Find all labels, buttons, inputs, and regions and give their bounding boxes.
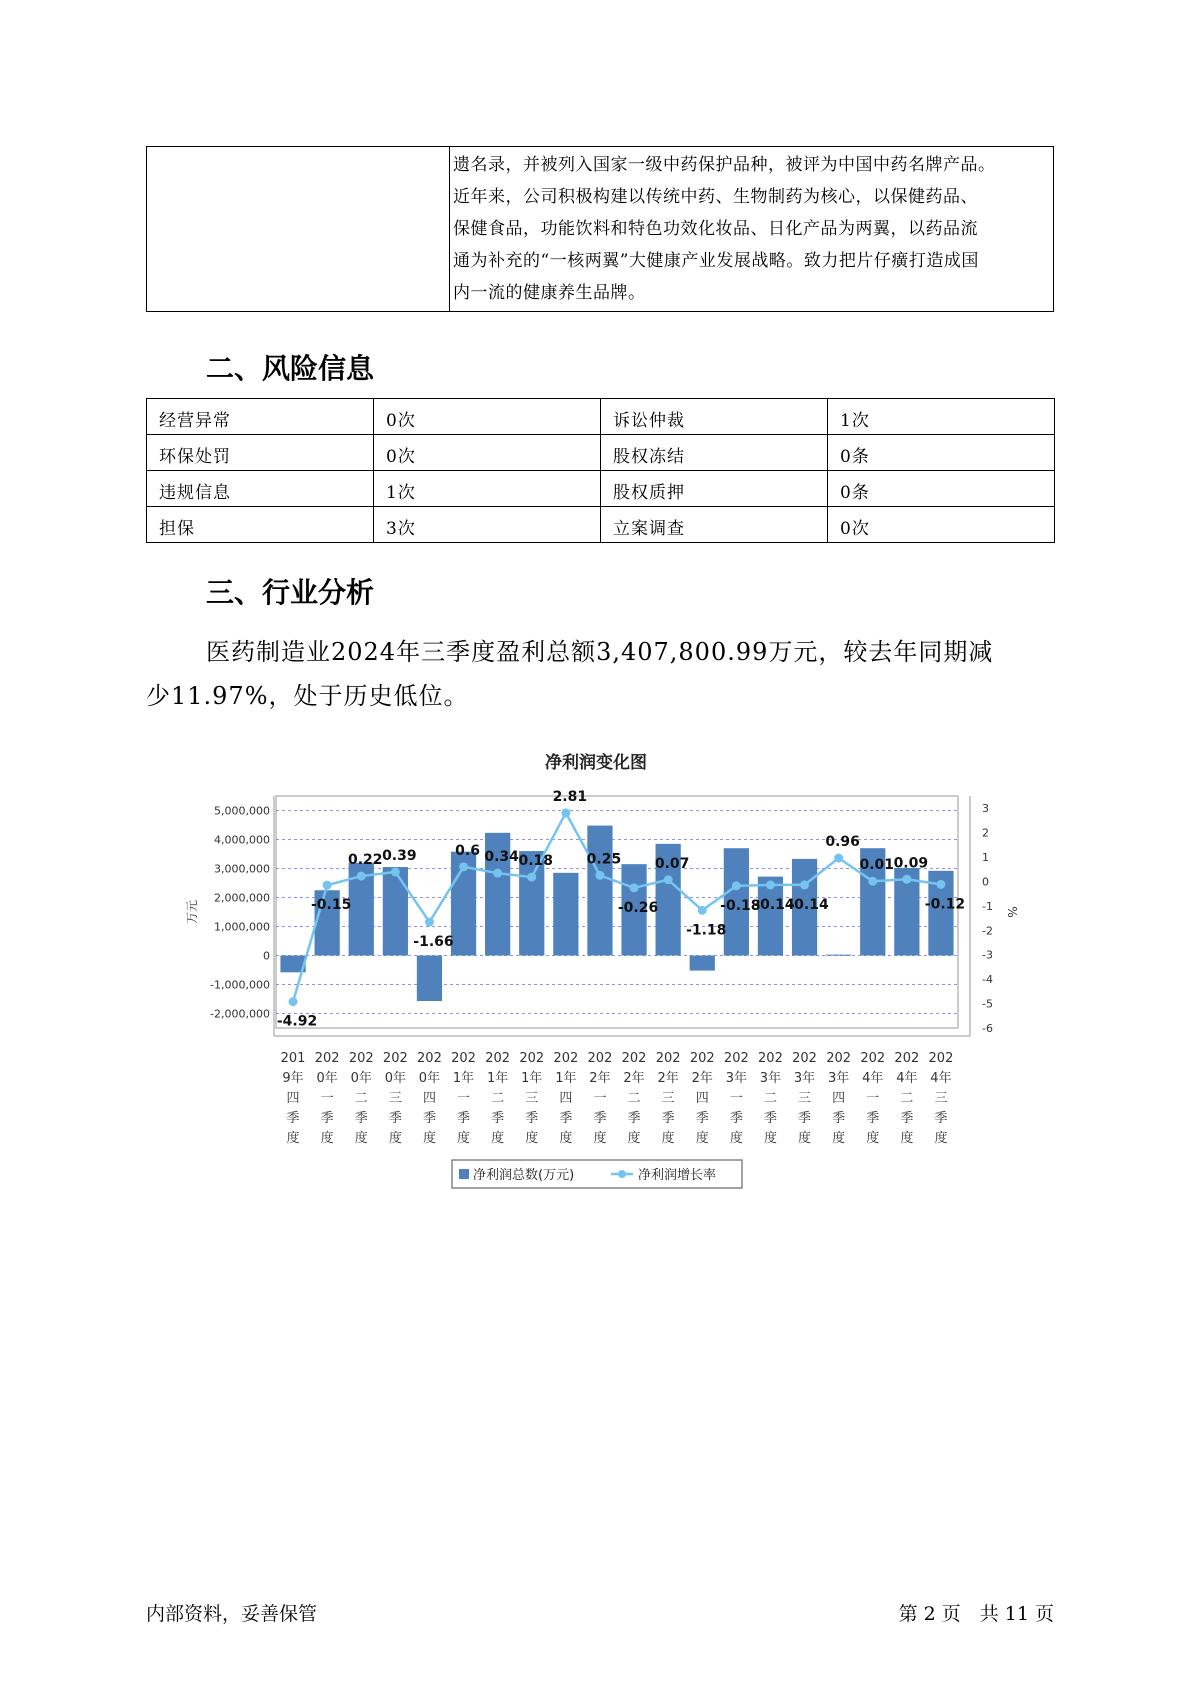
growth-rate-point: [425, 918, 434, 927]
x-tick-label: 季: [286, 1111, 300, 1126]
x-tick-label: 2年: [657, 1071, 679, 1086]
y2-tick-label: -4: [982, 973, 993, 987]
y-tick-label: 1,000,000: [214, 920, 270, 934]
x-tick-label: 202: [587, 1051, 613, 1066]
x-tick-label: 0年: [418, 1071, 441, 1086]
x-tick-label: 4年: [896, 1071, 918, 1086]
y2-tick-label: -1: [982, 899, 993, 913]
intro-blank-cell: [147, 147, 450, 312]
x-tick-label: 202: [723, 1051, 749, 1066]
x-tick-label: 度: [627, 1131, 641, 1146]
bar: [417, 956, 442, 1002]
risk-label: 担保: [147, 507, 374, 543]
x-tick-label: 季: [934, 1111, 948, 1126]
x-tick-label: 季: [525, 1111, 539, 1126]
x-tick-label: 202: [382, 1051, 408, 1066]
x-tick-label: 1年: [487, 1071, 509, 1086]
x-tick-label: 季: [798, 1111, 812, 1126]
data-label: 0.25: [586, 851, 622, 868]
table-row: [147, 471, 1055, 507]
growth-rate-point: [868, 877, 877, 886]
net-profit-chart: [176, 742, 1036, 1202]
growth-rate-point: [595, 871, 604, 880]
y2-tick-label: -5: [982, 997, 993, 1011]
risk-label: 股权质押: [601, 471, 828, 507]
x-tick-label: 度: [900, 1131, 914, 1146]
data-label: 0.22: [347, 852, 383, 869]
legend-bar-swatch: [459, 1169, 469, 1179]
risk-label: 违规信息: [147, 471, 374, 507]
x-tick-label: 3年: [725, 1071, 747, 1086]
intro-line: 遗名录，并被列入国家一级中药保护品种，被评为中国中药名牌产品。: [453, 155, 996, 175]
intro-line: 近年来，公司积极构建以传统中药、生物制药为核心，以保健药品、: [453, 187, 978, 207]
data-label: -0.12: [924, 896, 966, 913]
risk-heading: 二、风险信息: [206, 352, 375, 385]
chart-title: 净利润变化图: [545, 753, 647, 773]
y2-tick-label: -3: [982, 948, 993, 962]
x-tick-label: 202: [314, 1051, 340, 1066]
data-label: -0.14: [754, 896, 795, 913]
x-tick-label: 1年: [452, 1071, 475, 1086]
data-label: -0.26: [617, 899, 659, 916]
x-tick-label: 三: [525, 1091, 539, 1106]
growth-rate-point: [493, 869, 502, 878]
x-tick-label: 季: [388, 1111, 402, 1126]
x-tick-label: 4年: [862, 1071, 884, 1086]
table-row: [147, 507, 1055, 543]
y2-tick-label: 1: [982, 851, 989, 865]
x-tick-label: 二: [354, 1091, 368, 1106]
company-intro-table: [146, 146, 1054, 312]
y-tick-label: 4,000,000: [214, 833, 270, 847]
x-tick-label: 四: [559, 1091, 573, 1106]
bar: [553, 873, 578, 956]
x-tick-label: 度: [729, 1131, 743, 1146]
y-tick-label: 3,000,000: [214, 862, 270, 876]
x-tick-label: 202: [689, 1051, 715, 1066]
x-tick-label: 202: [792, 1051, 817, 1066]
x-tick-label: 季: [832, 1111, 846, 1126]
bar: [826, 955, 851, 956]
industry-heading: 三、行业分析: [206, 576, 375, 609]
x-tick-label: 度: [559, 1131, 573, 1146]
risk-value: 0次: [374, 435, 601, 471]
x-tick-label: 2年: [623, 1071, 645, 1086]
growth-rate-point: [459, 862, 468, 871]
x-tick-label: 度: [763, 1131, 777, 1146]
x-tick-label: 201: [280, 1051, 306, 1066]
intro-line: 保健食品，功能饮料和特色功效化妆品、日化产品为两翼，以药品流: [453, 219, 978, 239]
data-label: -0.15: [310, 897, 352, 914]
x-tick-label: 季: [866, 1111, 880, 1126]
growth-rate-point: [630, 883, 639, 892]
growth-rate-point: [902, 875, 911, 884]
intro-line: 内一流的健康养生品牌。: [453, 283, 646, 303]
industry-paragraph-line: 医药制造业2024年三季度盈利总额3,407,800.99万元，较去年同期减: [206, 638, 994, 666]
x-tick-label: 3年: [828, 1071, 850, 1086]
y2-tick-label: -6: [982, 1022, 993, 1035]
table-row: [147, 435, 1055, 471]
growth-rate-point: [834, 854, 843, 863]
x-tick-label: 二: [900, 1091, 914, 1106]
x-tick-label: 度: [320, 1131, 334, 1146]
x-tick-label: 1年: [555, 1071, 577, 1086]
x-tick-label: 度: [832, 1131, 846, 1146]
x-tick-label: 四: [832, 1091, 846, 1106]
x-tick-label: 0年: [350, 1071, 372, 1086]
table-row: [147, 399, 1055, 435]
risk-value: 0次: [828, 507, 1055, 543]
x-tick-label: 季: [457, 1111, 471, 1126]
x-tick-label: 季: [627, 1111, 641, 1126]
legend-line-label: 净利润增长率: [638, 1168, 717, 1183]
x-tick-label: 度: [661, 1131, 675, 1146]
growth-rate-point: [800, 880, 809, 889]
x-tick-label: 0年: [384, 1071, 406, 1086]
risk-label: 立案调查: [601, 507, 828, 543]
y-axis-label: 万元: [185, 899, 199, 925]
industry-paragraph-line: 少11.97%，处于历史低位。: [146, 682, 469, 710]
x-tick-label: 3年: [793, 1071, 816, 1086]
x-tick-label: 度: [491, 1131, 505, 1146]
x-tick-label: 2年: [691, 1071, 713, 1086]
data-label: -0.14: [788, 896, 829, 913]
y2-tick-label: -2: [982, 924, 993, 938]
data-label: 0.34: [484, 849, 519, 866]
y-tick-label: 2,000,000: [214, 891, 270, 905]
data-label: -0.18: [720, 897, 761, 914]
growth-rate-point: [732, 881, 741, 890]
x-tick-label: 202: [894, 1051, 920, 1066]
x-tick-label: 202: [451, 1051, 476, 1066]
x-tick-label: 季: [354, 1111, 368, 1126]
y2-tick-label: 3: [982, 802, 989, 816]
data-label: 0.18: [518, 853, 554, 870]
risk-value: 0条: [828, 471, 1055, 507]
growth-rate-point: [357, 872, 366, 881]
x-tick-label: 三: [661, 1091, 675, 1106]
growth-rate-point: [323, 881, 332, 890]
intro-line: 通为补充的“一核两翼”大健康产业发展战略。致力把片仔癀打造成国: [453, 251, 979, 271]
footer-left: 内部资料，妥善保管: [146, 1603, 318, 1625]
x-tick-label: 一: [320, 1091, 334, 1106]
bar: [383, 867, 408, 955]
x-tick-label: 三: [798, 1091, 812, 1106]
x-tick-label: 季: [763, 1111, 777, 1126]
x-tick-label: 1年: [521, 1071, 543, 1086]
x-tick-label: 度: [934, 1131, 948, 1146]
growth-rate-point: [698, 906, 707, 915]
data-label: 2.81: [552, 788, 588, 805]
data-label: 0.39: [382, 847, 417, 864]
x-tick-label: 季: [593, 1111, 607, 1126]
y2-tick-label: 2: [982, 826, 989, 840]
x-tick-label: 202: [348, 1051, 374, 1066]
x-tick-label: 202: [485, 1051, 511, 1066]
x-tick-label: 一: [593, 1091, 607, 1106]
x-tick-label: 202: [417, 1051, 442, 1066]
x-tick-label: 季: [729, 1111, 743, 1126]
x-tick-label: 202: [758, 1051, 783, 1066]
x-tick-label: 三: [934, 1091, 948, 1106]
bar: [690, 956, 715, 971]
risk-value: 3次: [374, 507, 601, 543]
intro-text-cell: [450, 147, 1054, 312]
legend-line-marker: [618, 1170, 626, 1178]
x-tick-label: 四: [695, 1091, 709, 1106]
data-label: 0.09: [893, 855, 929, 872]
x-tick-label: 3年: [759, 1071, 782, 1086]
x-tick-label: 202: [826, 1051, 852, 1066]
legend-bar-label: 净利润总数(万元): [473, 1168, 575, 1183]
risk-label: 经营异常: [147, 399, 374, 435]
x-tick-label: 度: [525, 1131, 539, 1146]
risk-value: 1次: [828, 399, 1055, 435]
risk-table: [146, 398, 1055, 543]
data-label: 0.96: [825, 834, 860, 851]
growth-rate-point: [527, 873, 536, 882]
data-label: -4.92: [276, 1013, 318, 1030]
x-tick-label: 度: [798, 1131, 812, 1146]
x-tick-label: 二: [627, 1091, 641, 1106]
y2-axis-label: %: [1005, 906, 1019, 918]
x-tick-label: 9年: [282, 1071, 304, 1086]
risk-label: 环保处罚: [147, 435, 374, 471]
growth-rate-point: [289, 997, 298, 1006]
x-tick-label: 季: [695, 1111, 709, 1126]
x-tick-label: 度: [286, 1131, 300, 1146]
x-tick-label: 季: [491, 1111, 505, 1126]
risk-value: 1次: [374, 471, 601, 507]
x-tick-label: 一: [866, 1091, 880, 1106]
growth-rate-point: [936, 880, 945, 889]
risk-value: 0次: [374, 399, 601, 435]
risk-value: 0条: [828, 435, 1055, 471]
data-label: 0.07: [654, 855, 690, 872]
x-tick-label: 度: [422, 1131, 436, 1146]
data-label: -1.66: [413, 934, 454, 951]
x-tick-label: 季: [900, 1111, 914, 1126]
x-tick-label: 202: [553, 1051, 579, 1066]
x-tick-label: 4年: [930, 1071, 952, 1086]
x-tick-label: 一: [729, 1091, 743, 1106]
x-tick-label: 度: [457, 1131, 471, 1146]
data-label: 0.6: [455, 842, 480, 859]
data-label: 0.01: [859, 857, 895, 874]
x-tick-label: 四: [422, 1091, 436, 1106]
x-tick-label: 二: [491, 1091, 505, 1106]
bar: [587, 826, 612, 956]
x-tick-label: 一: [457, 1091, 471, 1106]
x-tick-label: 0年: [316, 1071, 338, 1086]
y-tick-label: -2,000,000: [210, 1007, 270, 1021]
footer-page-number: 第 2 页 共 11 页: [898, 1603, 1054, 1625]
growth-rate-point: [766, 880, 775, 889]
x-tick-label: 202: [621, 1051, 647, 1066]
risk-label: 股权冻结: [601, 435, 828, 471]
x-tick-label: 季: [661, 1111, 675, 1126]
x-tick-label: 度: [388, 1131, 402, 1146]
x-tick-label: 度: [695, 1131, 709, 1146]
x-tick-label: 季: [320, 1111, 334, 1126]
x-tick-label: 202: [860, 1051, 886, 1066]
y2-tick-label: 0: [982, 875, 989, 889]
y-tick-label: 5,000,000: [214, 804, 270, 818]
x-tick-label: 2年: [589, 1071, 611, 1086]
y-tick-label: -1,000,000: [210, 978, 270, 992]
risk-label: 诉讼仲裁: [601, 399, 828, 435]
x-tick-label: 度: [866, 1131, 880, 1146]
x-tick-label: 202: [655, 1051, 681, 1066]
x-tick-label: 202: [928, 1051, 954, 1066]
x-tick-label: 202: [519, 1051, 545, 1066]
y-tick-label: 0: [263, 949, 270, 963]
x-tick-label: 二: [763, 1091, 777, 1106]
x-tick-label: 四: [286, 1091, 300, 1106]
growth-rate-point: [664, 875, 673, 884]
x-tick-label: 季: [422, 1111, 436, 1126]
x-tick-label: 季: [559, 1111, 573, 1126]
x-tick-label: 三: [388, 1091, 402, 1106]
data-label: -1.18: [686, 922, 727, 939]
growth-rate-point: [561, 808, 570, 817]
growth-rate-point: [391, 867, 400, 876]
x-tick-label: 度: [354, 1131, 368, 1146]
x-tick-label: 度: [593, 1131, 607, 1146]
